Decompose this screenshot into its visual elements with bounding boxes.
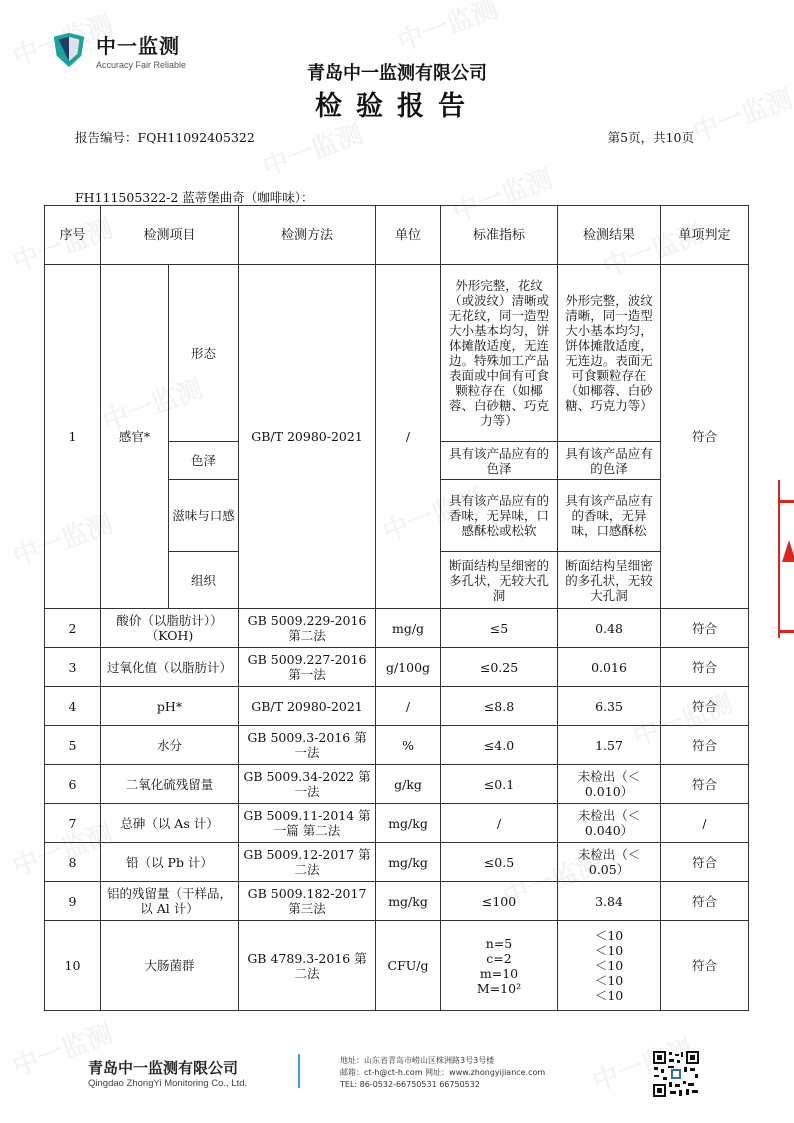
row-item: 铝的残留量（干样品，以 Al 计） (101, 882, 239, 921)
result-line: ＜10 (594, 958, 624, 973)
table-row (45, 765, 749, 804)
row-unit: g/kg (376, 765, 441, 804)
row-result: 断面结构呈细密的多孔状，无较大孔洞 (558, 552, 661, 609)
row-no: 1 (45, 265, 101, 609)
row-unit: g/100g (376, 648, 441, 687)
sub-item: 组织 (169, 552, 239, 609)
result-line: ＜10 (594, 943, 624, 958)
col-header-result: 检测结果 (558, 206, 661, 265)
row-standard: ≤0.5 (441, 843, 558, 882)
result-line: ＜10 (594, 988, 624, 1003)
row-method: GB 4789.3-2016 第二法 (239, 921, 376, 1011)
sub-item: 色泽 (169, 442, 239, 480)
row-item: 感官* (101, 265, 169, 609)
footer-divider (298, 1054, 300, 1088)
row-result: 0.016 (558, 648, 661, 687)
logo-name: 中一监测 (96, 34, 180, 58)
row-no: 8 (45, 843, 101, 882)
table-row (45, 804, 749, 843)
footer (88, 1052, 728, 1102)
report-title: 检验报告 (315, 91, 479, 122)
row-result: 3.84 (558, 882, 661, 921)
row-unit: mg/kg (376, 882, 441, 921)
col-header-item: 检测项目 (101, 206, 239, 265)
row-result: 1.57 (558, 726, 661, 765)
row-no: 9 (45, 882, 101, 921)
table-row (45, 265, 749, 442)
row-item: 酸价（以脂肪计））（KOH) (101, 609, 239, 648)
row-item: pH* (101, 687, 239, 726)
row-item: 过氧化值（以脂肪计） (101, 648, 239, 687)
footer-tel: TEL: 86-0532-66750531 66750532 (340, 1080, 480, 1089)
row-verdict: 符合 (661, 882, 749, 921)
row-method: GB 5009.3-2016 第一法 (239, 726, 376, 765)
result-line: ＜10 (594, 973, 624, 988)
company-name: 青岛中一监测有限公司 (307, 63, 487, 84)
row-unit: / (376, 265, 441, 609)
table-header-row (45, 206, 749, 265)
row-method: GB/T 20980-2021 (239, 687, 376, 726)
row-unit: mg/kg (376, 843, 441, 882)
row-unit: mg/g (376, 609, 441, 648)
row-result (558, 921, 661, 1011)
row-result: 未检出（＜0.010） (558, 765, 661, 804)
row-method: GB 5009.182-2017 第三法 (239, 882, 376, 921)
table-row (45, 687, 749, 726)
footer-contact (340, 1055, 545, 1091)
row-item: 总砷（以 As 计） (101, 804, 239, 843)
table-row (45, 921, 749, 1011)
row-standard: ≤0.1 (441, 765, 558, 804)
row-method: GB 5009.34-2022 第一法 (239, 765, 376, 804)
row-method: GB 5009.12-2017 第二法 (239, 843, 376, 882)
row-no: 2 (45, 609, 101, 648)
row-standard: ≤0.25 (441, 648, 558, 687)
row-unit: mg/kg (376, 804, 441, 843)
row-verdict: 符合 (661, 843, 749, 882)
row-standard: 具有该产品应有的色泽 (441, 442, 558, 480)
row-standard: 断面结构呈细密的多孔状，无较大孔洞 (441, 552, 558, 609)
row-item: 水分 (101, 726, 239, 765)
footer-company-en: Qingdao ZhongYi Monitoring Co., Ltd. (88, 1078, 248, 1089)
standard-line: n=5 (485, 935, 513, 951)
row-result: 具有该产品应有的色泽 (558, 442, 661, 480)
row-no: 5 (45, 726, 101, 765)
row-verdict: 符合 (661, 648, 749, 687)
watermark-text (257, 113, 367, 183)
row-standard: / (441, 804, 558, 843)
row-standard: ≤8.8 (441, 687, 558, 726)
report-number: 报告编号：FQH11092405322 (75, 130, 255, 145)
row-result: 外形完整，波纹清晰，同一造型大小基本均匀，饼体摊散适度，无连边。表面无可食颗粒存在（如椰蓉、白砂糖、巧克力等） (558, 265, 661, 442)
qr-code-icon (652, 1050, 700, 1098)
row-verdict: 符合 (661, 265, 749, 609)
row-verdict: 符合 (661, 921, 749, 1011)
sample-name: FH111505322-2 蓝蒂堡曲奇（咖啡味）： (75, 190, 314, 205)
page-number: 第5页，共10页 (607, 130, 694, 145)
footer-email-web: 邮箱：ct-h@ct-h.com 网址：www.zhongyijiance.com (340, 1068, 546, 1077)
table-row (45, 609, 749, 648)
row-no: 6 (45, 765, 101, 804)
row-result: 未检出（＜0.05） (558, 843, 661, 882)
row-method: GB 5009.227-2016 第一法 (239, 648, 376, 687)
standard-line: m=10 (479, 965, 519, 981)
row-standard: 外形完整，花纹（或波纹）清晰或无花纹，同一造型大小基本均匀，饼体摊散适度，无连边。特殊加工产品表面或中间有可食颗粒存在（如椰蓉、白砂糖、巧克力等） (441, 265, 558, 442)
row-verdict: 符合 (661, 726, 749, 765)
standard-line: c=2 (486, 950, 512, 966)
sub-item: 滋味与口感 (169, 480, 239, 552)
row-method: GB/T 20980-2021 (239, 265, 376, 609)
row-standard: ≤4.0 (441, 726, 558, 765)
seam-stamp (778, 480, 794, 638)
results-table (44, 205, 749, 1011)
row-result: 具有该产品应有的香味，无异味，口感酥松 (558, 480, 661, 552)
table-row (45, 843, 749, 882)
col-header-no: 序号 (45, 206, 101, 265)
row-no: 4 (45, 687, 101, 726)
row-result: 6.35 (558, 687, 661, 726)
row-standard: ≤5 (441, 609, 558, 648)
row-no: 10 (45, 921, 101, 1011)
col-header-standard: 标准指标 (441, 206, 558, 265)
row-item: 二氧化硫残留量 (101, 765, 239, 804)
row-item: 铅（以 Pb 计） (101, 843, 239, 882)
row-result: 0.48 (558, 609, 661, 648)
row-standard: ≤100 (441, 882, 558, 921)
result-line: ＜10 (594, 928, 624, 943)
col-header-method: 检测方法 (239, 206, 376, 265)
row-no: 7 (45, 804, 101, 843)
footer-address: 地址：山东省青岛市崂山区株洲路3号3号楼 (340, 1056, 495, 1065)
row-method: GB 5009.11-2014 第一篇 第二法 (239, 804, 376, 843)
table-row (45, 882, 749, 921)
row-standard (441, 921, 558, 1011)
logo-slogan: Accuracy Fair Reliable (96, 60, 187, 70)
row-no: 3 (45, 648, 101, 687)
sub-item: 形态 (169, 265, 239, 442)
row-verdict: 符合 (661, 765, 749, 804)
row-verdict: 符合 (661, 687, 749, 726)
row-item: 大肠菌群 (101, 921, 239, 1011)
row-method: GB 5009.229-2016 第二法 (239, 609, 376, 648)
row-result: 未检出（＜0.040） (558, 804, 661, 843)
standard-line: M=10² (476, 980, 522, 996)
stamp-triangle-icon (782, 540, 794, 562)
row-unit: / (376, 687, 441, 726)
table-row (45, 726, 749, 765)
footer-company-cn: 青岛中一监测有限公司 (88, 1059, 239, 1077)
row-unit: CFU/g (376, 921, 441, 1011)
col-header-unit: 单位 (376, 206, 441, 265)
row-standard: 具有该产品应有的香味，无异味，口感酥松或松软 (441, 480, 558, 552)
row-verdict: / (661, 804, 749, 843)
watermark-text (392, 0, 502, 59)
row-verdict: 符合 (661, 609, 749, 648)
row-unit: % (376, 726, 441, 765)
col-header-verdict: 单项判定 (661, 206, 749, 265)
table-row (45, 648, 749, 687)
